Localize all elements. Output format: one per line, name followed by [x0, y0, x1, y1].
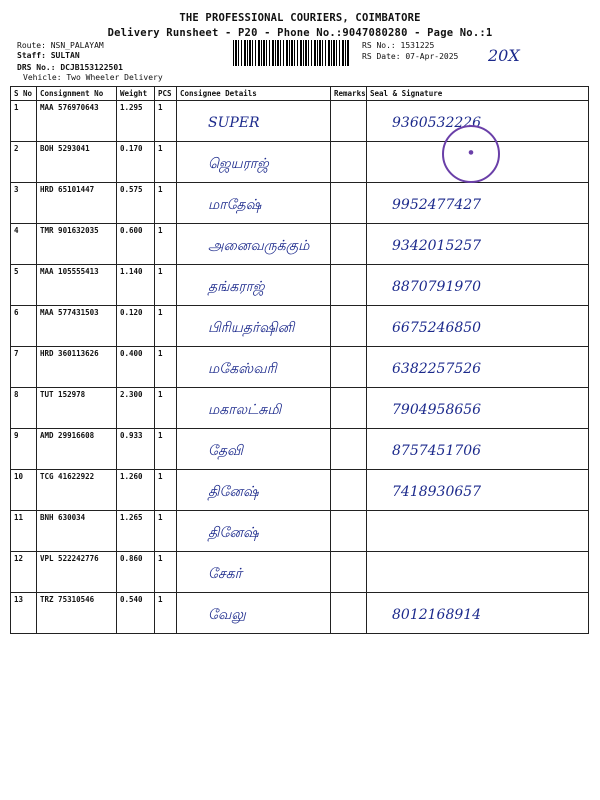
seal-cell: [367, 552, 589, 593]
consignee-text: மகேஸ்வரி: [208, 361, 277, 377]
consignment-cell: [37, 429, 117, 470]
vehicle-label: Vehicle:: [23, 73, 62, 82]
consignee-cell: [177, 142, 331, 183]
consignment-cell: [37, 593, 117, 634]
weight-cell: [117, 101, 155, 142]
consignee-cell: [177, 306, 331, 347]
route-label: Route:: [17, 41, 46, 50]
table-row: [11, 224, 589, 265]
table-row: [11, 593, 589, 634]
sno-text: 12: [14, 554, 24, 563]
weight-text: 0.575: [120, 185, 143, 194]
consignee-text: மகாலட்சுமி: [208, 402, 282, 418]
consignment-text: HRD 65101447: [40, 185, 95, 194]
weight-cell: [117, 429, 155, 470]
vehicle-line: [23, 73, 163, 82]
consignee-text: SUPER: [208, 115, 260, 131]
remarks-cell: [331, 142, 367, 183]
pcs-text: 1: [158, 349, 163, 358]
weight-text: 1.260: [120, 472, 143, 481]
consignment-cell: [37, 306, 117, 347]
pcs-cell: [155, 142, 177, 183]
sno-cell: [11, 265, 37, 306]
pcs-cell: [155, 101, 177, 142]
pcs-cell: [155, 552, 177, 593]
consignee-cell: [177, 388, 331, 429]
sno-text: 5: [14, 267, 19, 276]
pcs-text: 1: [158, 226, 163, 235]
pcs-cell: [155, 183, 177, 224]
runsheet-title: Delivery Runsheet - P20 - Phone No.:9047080280 - Page No.:1: [107, 27, 493, 39]
consignment-cell: [37, 224, 117, 265]
weight-text: 1.265: [120, 513, 143, 522]
drs-value: DCJB153122501: [60, 63, 123, 72]
col-header-weight: Weight: [117, 87, 155, 101]
sno-text: 8: [14, 390, 19, 399]
remarks-cell: [331, 101, 367, 142]
table-row: [11, 511, 589, 552]
pcs-text: 1: [158, 267, 163, 276]
table-row: [11, 306, 589, 347]
weight-text: 2.300: [120, 390, 143, 399]
seal-text: 7904958656: [392, 402, 482, 418]
remarks-cell: [331, 429, 367, 470]
seal-cell: [367, 306, 589, 347]
table-row: [11, 101, 589, 142]
seal-cell: [367, 593, 589, 634]
weight-cell: [117, 593, 155, 634]
consignment-text: VPL 522242776: [40, 554, 99, 563]
rs-date-line: [362, 52, 458, 61]
consignee-text: தேவி: [208, 443, 243, 459]
seal-text: 9360532226: [392, 115, 482, 131]
runsheet-table: [10, 86, 589, 634]
consignment-text: BNH 630034: [40, 513, 86, 522]
col-header-remarks: Remarks: [331, 87, 367, 101]
seal-cell: [367, 224, 589, 265]
consignment-text: HRD 360113626: [40, 349, 99, 358]
weight-text: 0.860: [120, 554, 143, 563]
seal-cell: [367, 388, 589, 429]
weight-text: 0.540: [120, 595, 143, 604]
consignment-cell: [37, 347, 117, 388]
consignee-text: ஜெயராஜ்: [208, 156, 269, 172]
sno-text: 6: [14, 308, 19, 317]
weight-cell: [117, 347, 155, 388]
seal-cell: [367, 429, 589, 470]
route-value: NSN_PALAYAM: [50, 41, 104, 50]
pcs-text: 1: [158, 308, 163, 317]
weight-text: 0.170: [120, 144, 143, 153]
seal-cell: [367, 265, 589, 306]
consignee-text: தினேஷ்: [208, 525, 259, 541]
pcs-cell: [155, 593, 177, 634]
weight-cell: [117, 265, 155, 306]
sno-cell: [11, 224, 37, 265]
consignment-text: MAA 577431503: [40, 308, 99, 317]
weight-cell: [117, 224, 155, 265]
consignment-cell: [37, 552, 117, 593]
sno-text: 13: [14, 595, 24, 604]
pcs-text: 1: [158, 185, 163, 194]
consignment-cell: [37, 183, 117, 224]
sno-text: 11: [14, 513, 24, 522]
rs-no-label: RS No.:: [362, 41, 396, 50]
consignee-cell: [177, 593, 331, 634]
seal-text: 6675246850: [392, 320, 482, 336]
consignee-cell: [177, 101, 331, 142]
consignee-text: தினேஷ்: [208, 484, 259, 500]
consignment-text: TUT 152978: [40, 390, 86, 399]
seal-cell: [367, 470, 589, 511]
barcode: [233, 40, 349, 66]
sno-cell: [11, 142, 37, 183]
pcs-text: 1: [158, 595, 163, 604]
consignee-text: பிரியதர்ஷினி: [208, 320, 295, 336]
consignee-cell: [177, 429, 331, 470]
staff-label: Staff:: [17, 51, 46, 60]
vehicle-value: Two Wheeler Delivery: [66, 73, 163, 82]
drs-line: [17, 63, 123, 72]
sno-cell: [11, 593, 37, 634]
remarks-cell: [331, 347, 367, 388]
col-header-seal: Seal & Signature: [367, 87, 589, 101]
seal-text: [370, 513, 585, 525]
weight-cell: [117, 142, 155, 183]
sno-cell: [11, 470, 37, 511]
sno-text: 10: [14, 472, 24, 481]
sno-text: 9: [14, 431, 19, 440]
consignee-cell: [177, 511, 331, 552]
remarks-cell: [331, 224, 367, 265]
consignment-text: TCG 41622922: [40, 472, 95, 481]
pcs-cell: [155, 511, 177, 552]
weight-text: 0.933: [120, 431, 143, 440]
rs-no-line: [362, 41, 434, 50]
seal-cell: [367, 347, 589, 388]
consignment-cell: [37, 388, 117, 429]
courier-seal-stamp: ●: [442, 125, 500, 183]
pcs-cell: [155, 347, 177, 388]
remarks-cell: [331, 552, 367, 593]
consignee-cell: [177, 265, 331, 306]
pcs-text: 1: [158, 513, 163, 522]
remarks-cell: [331, 511, 367, 552]
sno-text: 4: [14, 226, 19, 235]
col-header-consignee: Consignee Details: [177, 87, 331, 101]
consignee-cell: [177, 224, 331, 265]
consignee-cell: [177, 183, 331, 224]
pcs-cell: [155, 306, 177, 347]
consignment-cell: [37, 142, 117, 183]
consignment-cell: [37, 265, 117, 306]
seal-text: 8870791970: [392, 279, 482, 295]
pcs-text: 1: [158, 144, 163, 153]
staff-line: [17, 51, 80, 60]
weight-cell: [117, 470, 155, 511]
table-row: [11, 265, 589, 306]
pcs-cell: [155, 470, 177, 511]
remarks-cell: [331, 470, 367, 511]
weight-cell: [117, 552, 155, 593]
weight-cell: [117, 388, 155, 429]
rs-date-label: RS Date:: [362, 52, 401, 61]
table-row: [11, 388, 589, 429]
consignment-text: AMD 29916608: [40, 431, 95, 440]
pcs-text: 1: [158, 390, 163, 399]
weight-text: 1.295: [120, 103, 143, 112]
col-header-consignment: Consignment No: [37, 87, 117, 101]
remarks-cell: [331, 183, 367, 224]
pcs-cell: [155, 429, 177, 470]
consignee-text: சேகர்: [208, 566, 242, 582]
consignment-text: MAA 105555413: [40, 267, 99, 276]
sno-cell: [11, 429, 37, 470]
route-line: [17, 41, 104, 50]
seal-text: 8757451706: [392, 443, 482, 459]
handwritten-count: 20X: [488, 46, 520, 65]
weight-cell: [117, 511, 155, 552]
remarks-cell: [331, 265, 367, 306]
sno-text: 1: [14, 103, 19, 112]
consignee-text: அனைவருக்கும்: [208, 238, 310, 254]
sno-cell: [11, 388, 37, 429]
remarks-cell: [331, 306, 367, 347]
weight-cell: [117, 183, 155, 224]
weight-text: 0.120: [120, 308, 143, 317]
remarks-cell: [331, 593, 367, 634]
seal-text: 9342015257: [392, 238, 482, 254]
seal-cell: [367, 511, 589, 552]
sno-cell: [11, 183, 37, 224]
consignee-cell: [177, 552, 331, 593]
sno-text: 3: [14, 185, 19, 194]
consignee-cell: [177, 470, 331, 511]
consignment-cell: [37, 511, 117, 552]
drs-label: DRS No.:: [17, 63, 56, 72]
table-row: [11, 552, 589, 593]
pcs-cell: [155, 388, 177, 429]
remarks-cell: [331, 388, 367, 429]
seal-cell: [367, 183, 589, 224]
table-row: [11, 142, 589, 183]
consignment-text: TMR 901632035: [40, 226, 99, 235]
consignment-text: TRZ 75310546: [40, 595, 95, 604]
consignment-text: MAA 576970643: [40, 103, 99, 112]
sno-cell: [11, 347, 37, 388]
weight-text: 1.140: [120, 267, 143, 276]
sno-cell: [11, 101, 37, 142]
company-title: THE PROFESSIONAL COURIERS, COIMBATORE: [179, 12, 421, 24]
weight-cell: [117, 306, 155, 347]
seal-text: [370, 554, 585, 566]
table-row: [11, 470, 589, 511]
rs-date-value: 07-Apr-2025: [405, 52, 459, 61]
consignment-cell: [37, 101, 117, 142]
table-row: [11, 347, 589, 388]
col-header-pcs: PCS: [155, 87, 177, 101]
weight-text: 0.400: [120, 349, 143, 358]
sno-cell: [11, 552, 37, 593]
seal-text: 6382257526: [392, 361, 482, 377]
pcs-text: 1: [158, 103, 163, 112]
col-header-sno: S No: [11, 87, 37, 101]
pcs-text: 1: [158, 472, 163, 481]
seal-text: 8012168914: [392, 607, 482, 623]
pcs-cell: [155, 224, 177, 265]
seal-text: 7418930657: [392, 484, 482, 500]
sno-text: 7: [14, 349, 19, 358]
seal-text: 9952477427: [392, 197, 482, 213]
sno-text: 2: [14, 144, 19, 153]
table-row: [11, 429, 589, 470]
pcs-text: 1: [158, 431, 163, 440]
pcs-text: 1: [158, 554, 163, 563]
pcs-cell: [155, 265, 177, 306]
consignment-text: BOH 5293041: [40, 144, 90, 153]
consignee-text: மாதேஷ்: [208, 197, 262, 213]
staff-value: SULTAN: [50, 51, 80, 60]
rs-no-value: 1531225: [400, 41, 435, 50]
consignment-cell: [37, 470, 117, 511]
sno-cell: [11, 306, 37, 347]
consignee-cell: [177, 347, 331, 388]
consignee-text: தங்கராஜ்: [208, 279, 265, 295]
consignee-text: வேலு: [208, 607, 246, 623]
sno-cell: [11, 511, 37, 552]
table-header-row: [11, 87, 589, 101]
table-row: [11, 183, 589, 224]
weight-text: 0.600: [120, 226, 143, 235]
